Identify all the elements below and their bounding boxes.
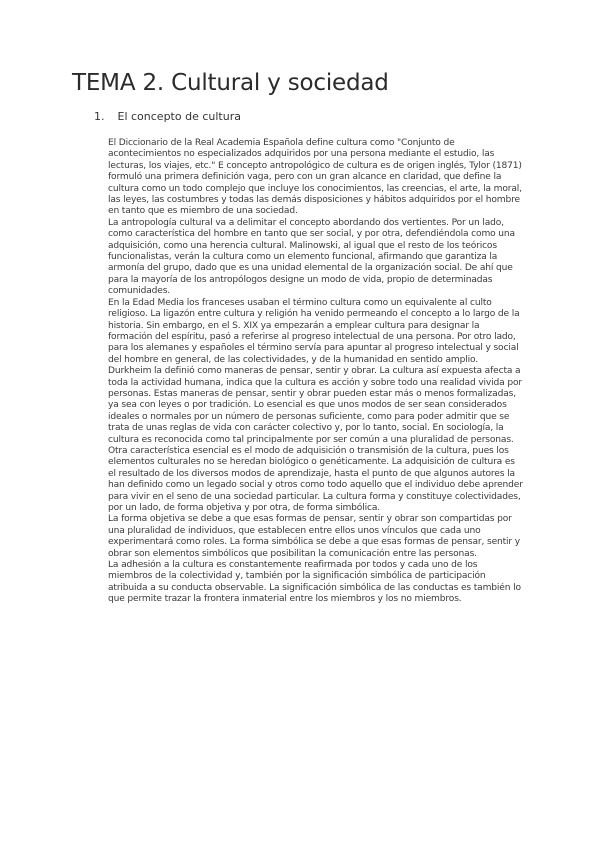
section-heading: [94, 110, 241, 123]
document-body: [108, 138, 523, 606]
paragraph-5: La forma objetiva se debe a que esas formas de pensar, sentir y obrar son compartidas por una pluralidad de individuos, que establecen entre ellos unos vínculos que cada uno experimentará como roles. La forma simbólica se debe a que esas formas de pensar, sentir y obrar son elementos simbólicos que posibilitan la comunicación entre las personas.: [108, 514, 520, 559]
paragraph-1: El Diccionario de la Real Academia Española define cultura como "Conjunto de acontecimientos no especializados adquiridos por una persona mediante el estudio, las lecturas, los viajes, etc." E concepto antropológico de cultura es de origen inglés, Tylor (1871) formuló una primera definición vaga, pero con un gran alcance en claridad, que define la cultura como un todo complejo que incluye los conocimientos, las creencias, el arte, la moral, las leyes, las costumbres y todas las demás disposiciones y hábitos adquiridos por el hombre en tanto que es miembro de una sociedad.: [108, 138, 522, 217]
paragraph-6: La adhesión a la cultura es constantemente reafirmada por todos y cada uno de los miembros de la colectividad y, también por la significación simbólica de participación atribuida a su conducta observable. La significación simbólica de las conductas es también lo que permite trazar la frontera inmaterial entre los miembros y los no miembros.: [108, 560, 521, 605]
section-number: 1.: [94, 110, 105, 123]
paragraph-4: Otra característica esencial es el modo de adquisición o transmisión de la cultura, pues los elementos culturales no se heredan biológico o genéticamente. La adquisición de cultura es el resultado de los diversos modos de aprendizaje, hasta el punto de que algunos autores la han definido como un legado social y otros como todo aquello que el individuo debe aprender para vivir en el seno de una sociedad particular. La cultura forma y constituye colectividades, por un lado, de forma objetiva y por otra, de forma simbólica.: [108, 445, 523, 513]
paragraph-3: En la Edad Media los franceses usaban el término cultura como un equivalente al culto religioso. La ligazón entre cultura y religión ha venido permeando el concepto a lo largo de la historia. Sin embargo, en el S. XIX ya empezarán a emplear cultura para designar la formación del espíritu, pasó a referirse al progreso intelectual de una persona. Por otro lado, para los alemanes y españoles el término servía para apuntar al progreso intelectual y social del hombre en general, de las colectividades, y de la humanidad en sentido amplio. Durkheim la definió como maneras de pensar, sentir y obrar. La cultura así expuesta afecta a toda la actividad humana, indica que la cultura es acción y sobre todo una realidad vivida por personas. Estas maneras de pensar, sentir y obrar pueden estar más o menos formalizadas, ya sea con leyes o por tradición. Lo esencial es que unos modos de ser sean considerados ideales o normales por un número de personas suficiente, como para poder admitir que se trata de unas reglas de vida con carácter colectivo y, por lo tanto, social. En sociología, la cultura es reconocida como tal principalmente por ser común a una pluralidad de personas.: [108, 297, 522, 445]
section-title: El concepto de cultura: [117, 110, 241, 123]
document-title: TEMA 2. Cultural y sociedad: [72, 70, 389, 96]
paragraph-2: La antropología cultural va a delimitar el concepto abordando dos vertientes. Por un lado, como característica del hombre en tanto que ser social, y por otra, defendiéndola como una adquisición, como una herencia cultural. Malinowski, al igual que el resto de los teóricos funcionalistas, verán la cultura como un elemento funcional, afirmando que garantiza la armonía del grupo, dado que es una unidad elemental de la organización social. De ahí que para la mayoría de los antropólogos designe un modo de vida, propio de determinadas comunidades.: [108, 217, 515, 297]
